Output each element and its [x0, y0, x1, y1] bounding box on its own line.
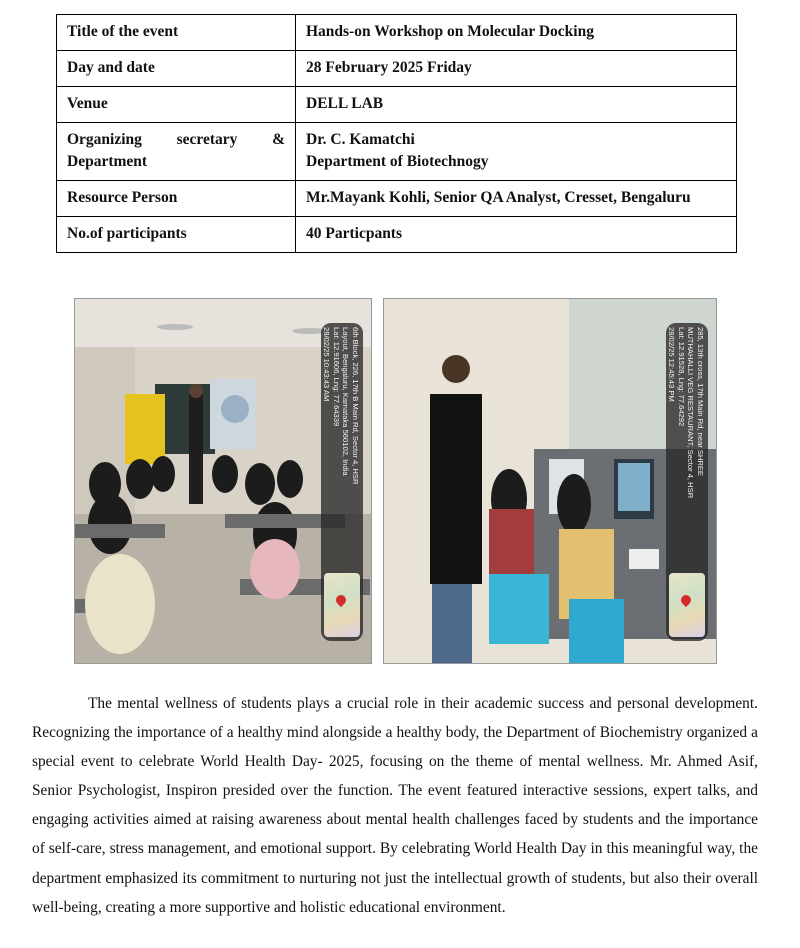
- geotag-overlay: [666, 323, 708, 641]
- map-pin-icon: [679, 593, 693, 607]
- row-value: 28 February 2025 Friday: [296, 51, 737, 87]
- row-value: 40 Particpants: [296, 217, 737, 253]
- label-word: secretary: [176, 131, 238, 148]
- row-label: Title of the event: [57, 15, 296, 51]
- row-label: Resource Person: [57, 181, 296, 217]
- row-label: No.of participants: [57, 217, 296, 253]
- row-label: Venue: [57, 87, 296, 123]
- table-row: [57, 15, 737, 51]
- geotag-line: Layout, Bengaluru, Karnataka 560102, India: [341, 327, 351, 476]
- row-label: Day and date: [57, 51, 296, 87]
- label-word: Organizing: [67, 131, 142, 148]
- row-value: Mr.Mayank Kohli, Senior QA Analyst, Cresset, Bengaluru: [296, 181, 737, 217]
- event-details-table: [56, 14, 737, 253]
- table-row: [57, 181, 737, 217]
- map-pin-icon: [334, 593, 348, 607]
- table-row: [57, 51, 737, 87]
- label-line: Department: [67, 153, 148, 170]
- table-row: [57, 123, 737, 181]
- label-word: &: [272, 131, 285, 148]
- table-row: [57, 87, 737, 123]
- map-thumbnail: [324, 573, 360, 637]
- row-label: [57, 123, 296, 181]
- geotag-line: 285, 13th cross, 17th Main Rd, near SHREE: [696, 327, 705, 476]
- value-line: Dr. C. Kamatchi: [306, 131, 415, 148]
- lab-photo: [383, 298, 717, 664]
- map-thumbnail: [669, 573, 705, 637]
- geotag-line: MUTHAHALLI VEG RESTAURANT, Sector 4, HSR: [686, 327, 696, 499]
- row-value: Hands-on Workshop on Molecular Docking: [296, 15, 737, 51]
- value-line: Department of Biotechnogy: [306, 153, 489, 170]
- geotag-overlay: [321, 323, 363, 641]
- row-value: [296, 123, 737, 181]
- event-description-paragraph: The mental wellness of students plays a crucial role in their academic success and personal development. Recognizing the importance of a healthy mind alongside a healthy body, the Department of Biochemistry organized a special event to celebrate World Health Day- 2025, focusing on the theme of mental wellness. Mr. Ahmed Asif, Senior Psychologist, Inspiron presided over the function. The event featured interactive sessions, expert talks, and engaging activities aimed at raising awareness about mental health challenges faced by students and the importance of self-care, stress management, and emotional support. By celebrating World Health Day in this meaningful way, the department emphasized its commitment to nurturing not just the intellectual growth of students, but also their overall well-being, creating a more supportive and holistic educational environment.: [32, 695, 758, 916]
- geotag-line: 28/02/25 10:43:43 AM: [322, 327, 332, 402]
- label-line: [67, 129, 285, 151]
- geotag-line: Lat: 12.91606, Lng: 77.64339: [332, 327, 341, 427]
- geotag-line: 6th Block, 226, 17th B Main Rd, Sector 4, HSR: [351, 327, 360, 485]
- geotag-line: Lat: 12.91528, Lng: 77.64292: [677, 327, 686, 427]
- table-row: [57, 217, 737, 253]
- classroom-photo: [74, 298, 372, 664]
- geotag-line: 28/02/25 12:45:43 PM: [667, 327, 677, 402]
- row-value: DELL LAB: [296, 87, 737, 123]
